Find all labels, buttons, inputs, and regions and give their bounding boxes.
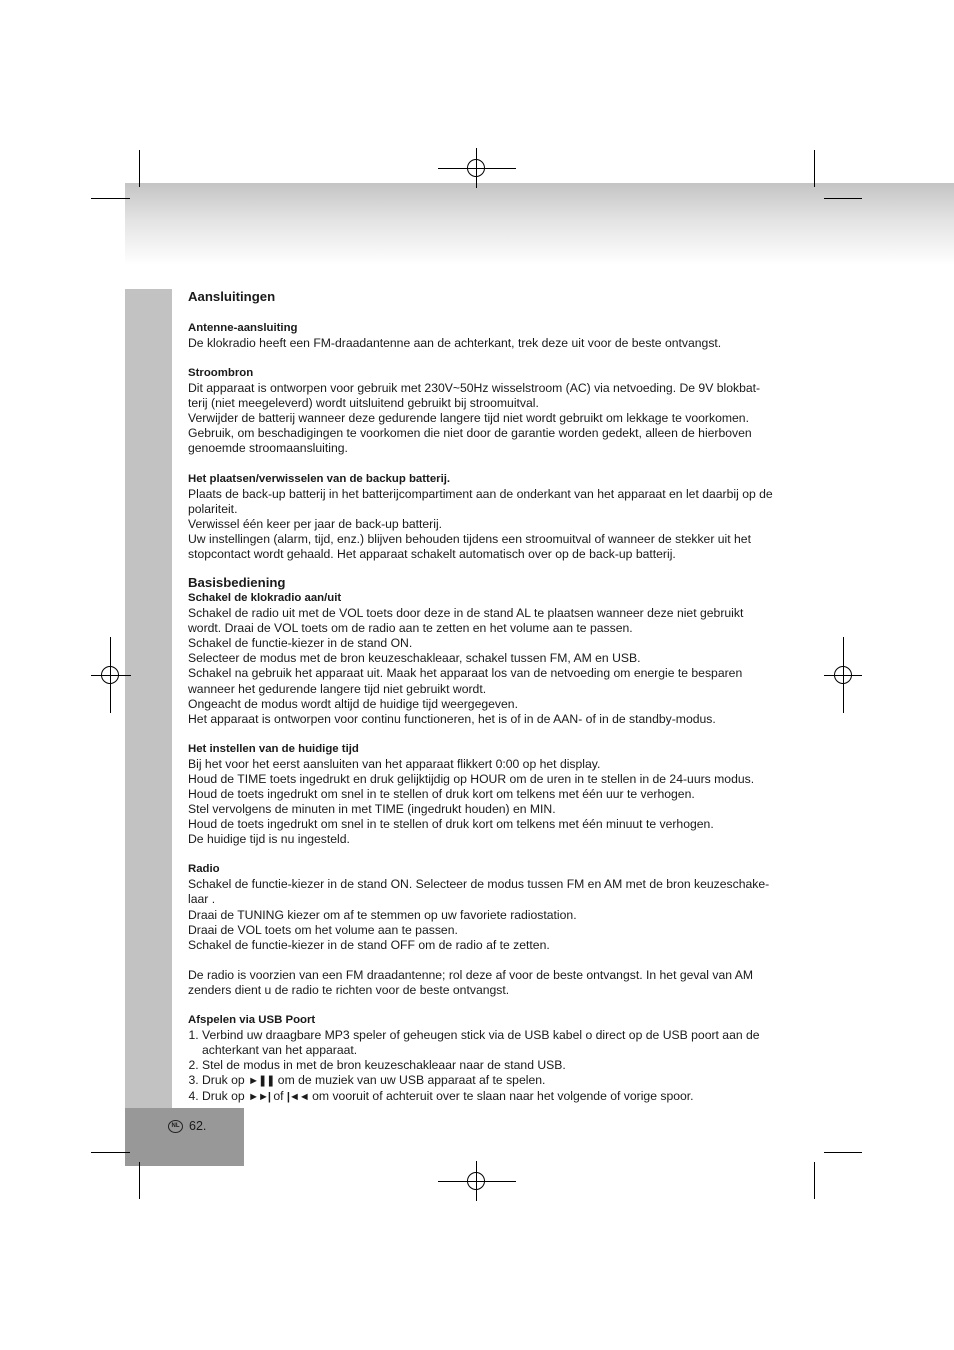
page-number: 62. <box>189 1119 207 1133</box>
crop-mark <box>91 1152 130 1153</box>
page-number-area <box>168 1119 206 1133</box>
list-item: 4. Druk op ►►| of |◄◄ om vooruit of achteruit over te slaan naar het volgende of vorige spoor. <box>202 1089 808 1105</box>
subsection-title-radio: Radio <box>188 863 220 876</box>
crop-mark <box>91 198 130 199</box>
subsection-title-antenne: Antenne-aansluiting <box>188 322 298 334</box>
text-line: Schakel de radio uit met de VOL toets door deze in de stand AL te plaatsen wanneer deze niet gebruikt <box>188 606 744 621</box>
section-title-basisbediening: Basisbediening <box>188 575 286 591</box>
text-line: Ongeacht de modus wordt altijd de huidige tijd weergegeven. <box>188 696 518 711</box>
crop-mark <box>814 1162 815 1199</box>
list-item: 2. Stel de modus in met de bron keuzeschakleaar naar de stand USB. <box>202 1058 808 1073</box>
text-line: De radio is voorzien van een FM draadantenne; rol deze af voor de beste ontvangst. In het geval van AM <box>188 967 754 982</box>
subsection-title-backup: Het plaatsen/verwisselen van de backup batterij. <box>188 472 451 485</box>
crop-mark <box>814 150 815 187</box>
left-margin-bar <box>125 289 172 1109</box>
text-line: Houd de toets ingedrukt om snel in te stellen of druk kort om telkens met één uur te verhogen. <box>188 786 695 801</box>
text-line: Dit apparaat is ontworpen voor gebruik met 230V~50Hz wisselstroom (AC) via netvoeding. De 9V blokbat- <box>188 381 761 396</box>
header-gradient-band <box>125 183 954 265</box>
text-line: De klokradio heeft een FM-draadantenne aan de achterkant, trek deze uit voor de beste ontvangst. <box>188 336 722 350</box>
text-line: Bij het voor het eerst aansluiten van het apparaat flikkert 0:00 op het display. <box>188 756 601 771</box>
text-line: zenders dient u de radio te richten voor de beste ontvangst. <box>188 982 510 997</box>
subsection-title-aanuit: Schakel de klokradio aan/uit <box>188 592 342 605</box>
text-line: Uw instellingen (alarm, tijd, enz.) blijven behouden tijdens een stroomuitval of wanneer de stekker uit het <box>188 531 751 546</box>
text-line: polariteit. <box>188 501 238 516</box>
subsection-title-tijd: Het instellen van de huidige tijd <box>188 742 359 755</box>
list-item: 3. Druk op ►❚❚ om de muziek van uw USB apparaat af te spelen. <box>202 1073 808 1089</box>
text-line: Het apparaat is ontworpen voor continu functioneren, het is of in de AAN- of in de standby-modus. <box>188 711 716 726</box>
text-line: Selecteer de modus met de bron keuzeschakleaar, schakel tussen FM, AM en USB. <box>188 651 641 666</box>
text-line: terij (niet meegeleverd) wordt uitsluitend gebruikt bij stroomuitval. <box>188 396 539 411</box>
play-pause-icon: ►❚❚ <box>248 1075 275 1088</box>
text-line: De huidige tijd is nu ingesteld. <box>188 832 350 847</box>
text-line: stopcontact wordt gehaald. Het apparaat schakelt automatisch over op de back-up batterij. <box>188 546 676 561</box>
text-line: Draai de VOL toets om het volume aan te passen. <box>188 922 458 937</box>
text-line: Schakel de functie-kiezer in de stand ON. Selecteer de modus tussen FM en AM met de bron keuzeschake- <box>188 877 770 892</box>
text-line: Gebruik, om beschadigingen te voorkomen die niet door de garantie worden gedekt, alleen de hierboven <box>188 426 752 441</box>
text-line: Schakel de functie-kiezer in de stand OFF om de radio af te zetten. <box>188 937 550 952</box>
footer-page-block <box>125 1108 244 1166</box>
text-line: wordt. Draai de VOL toets om de radio aan te zetten en het volume aan te passen. <box>188 621 633 636</box>
text-line: Verwijder de batterij wanneer deze gedurende langere tijd niet wordt gebruikt om lekkage te voorkomen. <box>188 411 749 426</box>
text-line: Schakel na gebruik het apparaat uit. Maak het apparaat los van de netvoeding om energie te besparen <box>188 666 743 681</box>
subsection-title-usb: Afspelen via USB Poort <box>188 1014 316 1026</box>
crop-mark <box>824 1152 862 1153</box>
text-line: Stel vervolgens de minuten in met TIME (ingedrukt houden) en MIN. <box>188 802 556 817</box>
text-line: Houd de TIME toets ingedrukt en druk gelijktijdig op HOUR om de uren in te stellen in de 24-uurs modus. <box>188 771 755 786</box>
text-line: Houd de toets ingedrukt om snel in te stellen of druk kort om telkens met één minuut te verhogen. <box>188 817 714 832</box>
usb-steps-list <box>188 1028 808 1105</box>
text-line: laar . <box>188 892 216 907</box>
text-line: genoemde stroomaansluiting. <box>188 441 348 456</box>
subsection-title-stroombron: Stroombron <box>188 367 254 380</box>
skip-previous-icon: |◄◄ <box>286 1091 309 1104</box>
list-item: 1. Verbind uw draagbare MP3 speler of geheugen stick via de USB kabel o direct op de USB poort aan de achterkant van het apparaat. <box>202 1028 808 1058</box>
text-line: Schakel de functie-kiezer in de stand ON. <box>188 636 413 651</box>
crop-mark <box>139 1162 140 1199</box>
crop-mark <box>139 150 140 187</box>
section-title-aansluitingen: Aansluitingen <box>188 289 276 304</box>
text-line: Draai de TUNING kiezer om af te stemmen op uw favoriete radiostation. <box>188 907 577 922</box>
text-line: Plaats de back-up batterij in het batterijcompartiment aan de onderkant van het apparaat en let daarbij op de <box>188 486 773 501</box>
nl-language-badge-icon: NL <box>168 1120 183 1133</box>
skip-next-icon: ►►| <box>248 1091 270 1104</box>
text-line: Verwissel één keer per jaar de back-up batterij. <box>188 516 443 531</box>
manual-content <box>188 288 808 1105</box>
text-line: wanneer het gedurende langere tijd niet gebruikt wordt. <box>188 681 487 696</box>
crop-mark <box>824 198 862 199</box>
